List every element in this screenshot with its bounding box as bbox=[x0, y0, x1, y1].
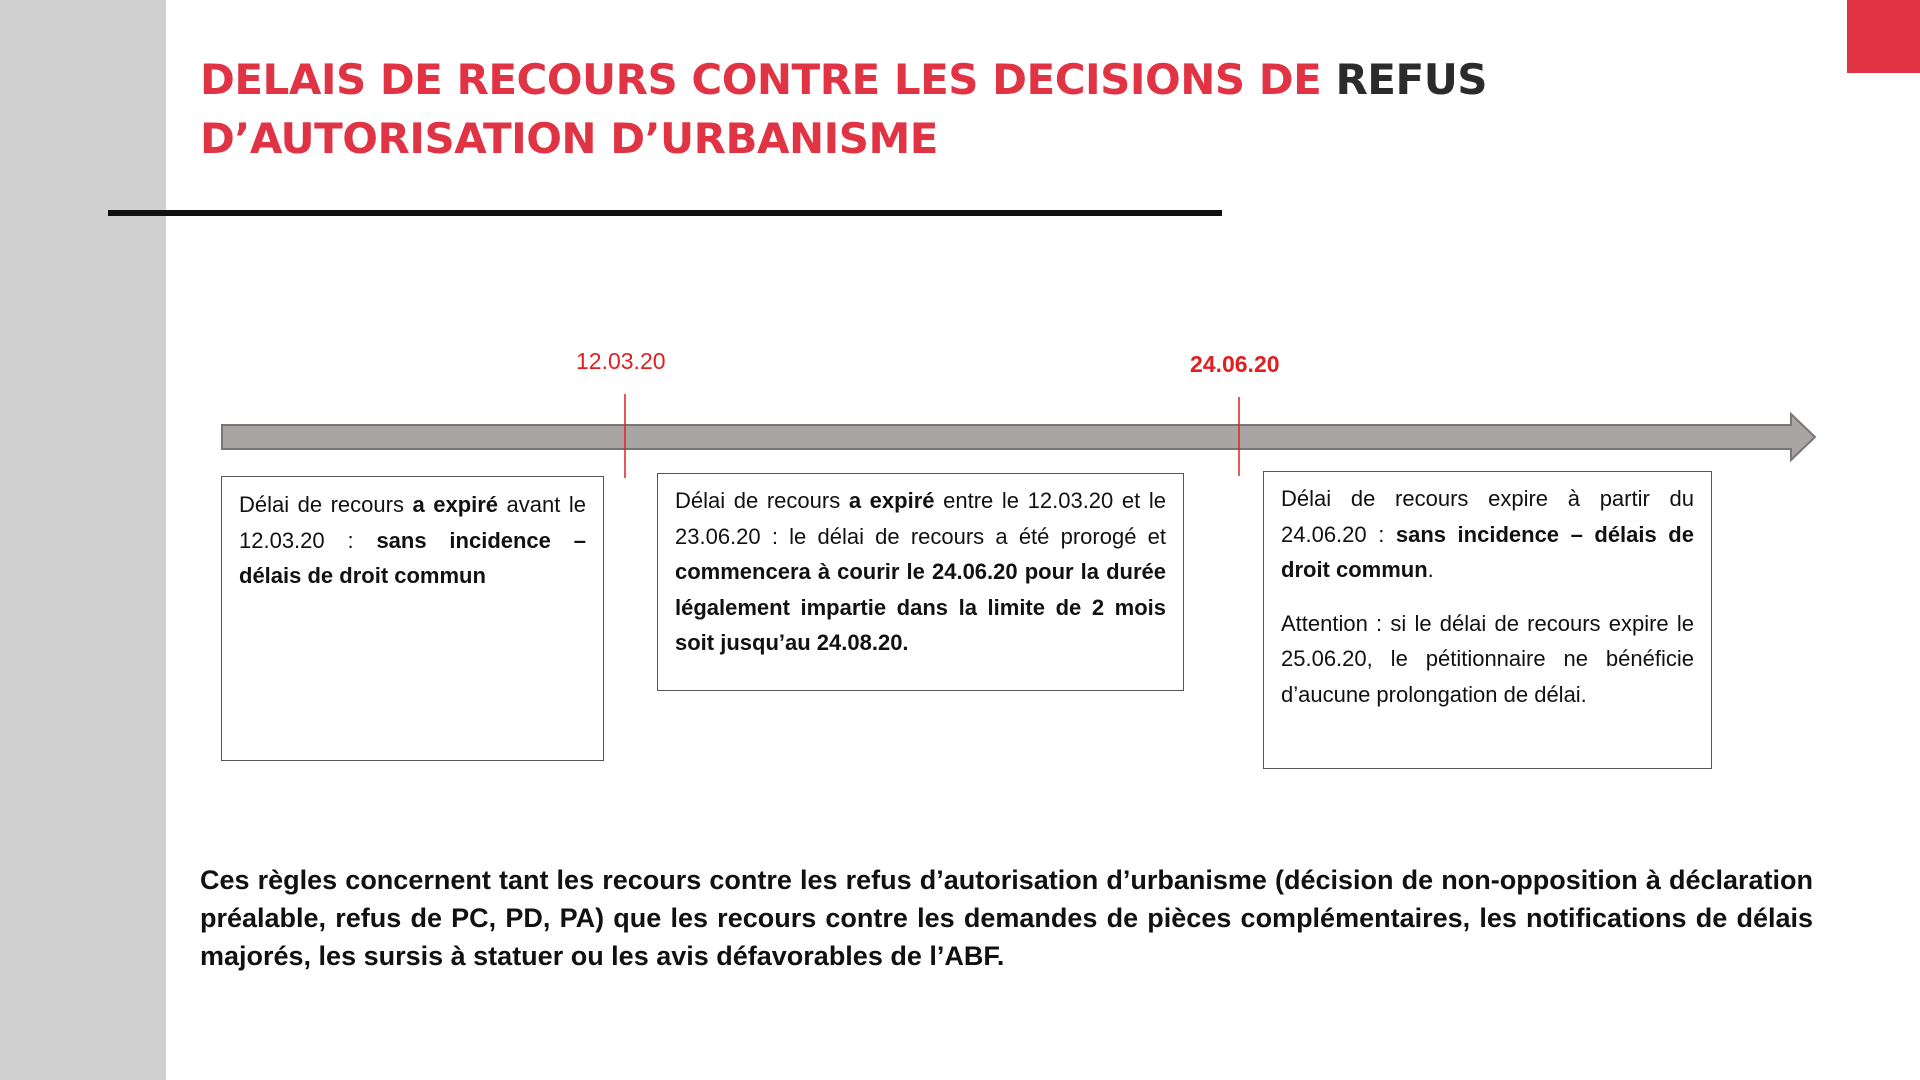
timeline-date-1: 12.03.20 bbox=[576, 348, 666, 374]
box-1-text-a: Délai de recours bbox=[239, 492, 413, 517]
title-part-refus: REFUS bbox=[1335, 55, 1488, 104]
title-part-1: DELAIS DE RECOURS CONTRE LES DECISIONS DE bbox=[200, 55, 1336, 104]
period-box-before bbox=[221, 476, 604, 761]
timeline-date-2: 24.06.20 bbox=[1190, 351, 1280, 377]
box-2-bold-a: a expiré bbox=[848, 488, 935, 513]
period-box-during bbox=[657, 473, 1184, 691]
box-1-bold-a: a expiré bbox=[412, 492, 499, 517]
box-2-text-b: entre le 12.03.20 et le 23.06.20 : le délai de recours a été prorogé et bbox=[675, 488, 1166, 549]
box-1-text bbox=[239, 487, 586, 594]
timeline-arrow bbox=[222, 414, 1815, 460]
box-1-text-b: avant le 12.03.20 : bbox=[239, 492, 586, 553]
box-3-text-a: Délai de recours expire à partir du 24.06.20 : bbox=[1281, 486, 1694, 547]
box-3-text bbox=[1281, 481, 1694, 588]
box-2-text-a: Délai de recours bbox=[675, 488, 849, 513]
box-1-bold-b: sans incidence – délais de droit commun bbox=[239, 527, 586, 588]
footnote-paragraph: Ces règles concernent tant les recours contre les refus d’autorisation d’urbanisme (décision de non-opposition à déclaration préalable, refus de PC, PD, PA) que les recours contre les demandes de pièces complémentaires, les notifications de délais majorés, les sursis à statuer ou les avis défavorables de l’ABF. bbox=[200, 865, 1813, 971]
box-3-attention: Attention : si le délai de recours expire le 25.06.20, le pétitionnaire ne bénéficie d’aucune prolongation de délai. bbox=[1281, 610, 1694, 707]
box-2-text bbox=[675, 483, 1166, 661]
period-box-after bbox=[1263, 471, 1712, 769]
box-2-bold-b: commencera à courir le 24.06.20 pour la durée légalement impartie dans la limite de 2 mois soit jusqu’au 24.08.20. bbox=[675, 559, 1166, 655]
box-3-bold-a: sans incidence – délais de droit commun bbox=[1281, 521, 1694, 582]
box-3-text-b: . bbox=[1427, 557, 1434, 582]
title-part-3: D’AUTORISATION D’URBANISME bbox=[200, 114, 938, 163]
